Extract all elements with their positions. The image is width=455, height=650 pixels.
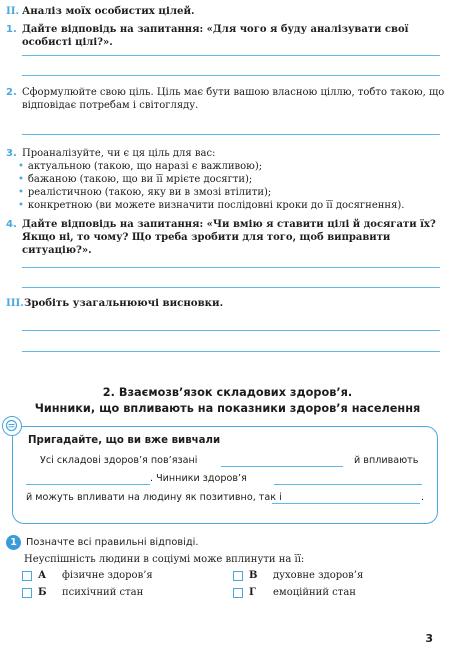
checkbox[interactable]: [233, 588, 243, 598]
recall-text: Усі складові здоров’я пов’язані: [40, 455, 198, 466]
answer-line[interactable]: [22, 330, 440, 331]
answer-line[interactable]: [22, 55, 440, 56]
option-letter: В: [249, 570, 258, 581]
option-text: фізичне здоров’я: [62, 570, 153, 581]
fill-blank[interactable]: [272, 503, 420, 504]
recall-text: й можуть впливати на людину як позитивно, так і: [26, 492, 282, 503]
option-letter: Г: [249, 587, 256, 598]
task-instruction: Позначте всі правильні відповіді.: [26, 537, 199, 548]
option-text: духовне здоров’я: [273, 570, 364, 581]
bullet-dot-icon: •: [18, 200, 24, 211]
answer-line[interactable]: [22, 75, 440, 76]
option-letter: А: [38, 570, 47, 581]
page-number: 3: [425, 632, 433, 645]
memory-icon-glyph: [3, 417, 20, 434]
question-4-text: Дайте відповідь на запитання: «Чи вмію я ставити цілі й досягати їх? Якщо ні, то чому? Що треба зробити для того, щоб виправити ситуацію?».: [22, 219, 436, 256]
section-2-heading: [6, 5, 195, 17]
question-1-number: 1.: [6, 24, 17, 35]
bullet-dot-icon: •: [18, 161, 24, 172]
bullet-item: • реалістичною (такою, яку ви в змозі втілити);: [18, 187, 272, 198]
question-1: [6, 23, 446, 49]
answer-line[interactable]: [22, 351, 440, 352]
question-3-text: Проаналізуйте, чи є ця ціль для вас:: [22, 148, 216, 159]
memory-icon: [2, 416, 22, 436]
checkbox[interactable]: [22, 571, 32, 581]
option-text: емоційний стан: [273, 587, 356, 598]
bullet-item: • актуальною (такою, що наразі є важливою);: [18, 161, 263, 172]
checkbox[interactable]: [233, 571, 243, 581]
option-c[interactable]: [233, 570, 363, 581]
question-3: [6, 147, 446, 160]
section-3-number: III.: [6, 297, 24, 309]
answer-line[interactable]: [22, 267, 440, 268]
recall-text: й впливають: [354, 455, 419, 466]
section-3-title: Зробіть узагальнюючі висновки.: [24, 297, 224, 309]
answer-line[interactable]: [22, 134, 440, 135]
recall-text: .: [421, 492, 425, 503]
question-4-number: 4.: [6, 219, 17, 230]
bullet-item: • бажаною (такою, що ви її мрієте досягти);: [18, 174, 253, 185]
section-2-number: II.: [6, 5, 20, 17]
option-letter: Б: [38, 587, 47, 598]
checkbox[interactable]: [22, 588, 32, 598]
recall-title: Пригадайте, що ви вже вивчали: [28, 435, 221, 446]
fill-blank[interactable]: [221, 466, 343, 467]
bullet-dot-icon: •: [18, 187, 24, 198]
fill-blank[interactable]: [26, 484, 150, 485]
topic-heading-line-1: 2. Взаємозв’язок складових здоров’я.: [102, 386, 353, 399]
question-2-number: 2.: [6, 87, 17, 98]
question-1-text: Дайте відповідь на запитання: «Для чого я буду аналізувати свої особисті цілі?».: [22, 24, 409, 48]
bullet-item: • конкретною (ви можете визначити послідовні кроки до її досягнення).: [18, 200, 405, 211]
recall-text: . Чинники здоров’я: [150, 473, 247, 484]
question-2: [6, 86, 446, 112]
question-4: [6, 218, 446, 257]
question-2-text: Сформулюйте свою ціль. Ціль має бути вашою власною ціллю, тобто такою, що відповідає потребам і світогляду.: [22, 87, 445, 111]
option-d[interactable]: [233, 587, 356, 598]
option-a[interactable]: [22, 570, 153, 581]
option-b[interactable]: [22, 587, 143, 598]
answer-line[interactable]: [22, 287, 440, 288]
topic-heading-line-2: Чинники, що впливають на показники здоров’я населення: [34, 402, 421, 415]
task-question: Неуспішність людини в соціумі може вплинути на її:: [24, 554, 305, 565]
bullet-dot-icon: •: [18, 174, 24, 185]
question-3-number: 3.: [6, 148, 17, 159]
fill-blank[interactable]: [274, 484, 422, 485]
task-number-badge: 1: [6, 535, 21, 550]
section-3-heading: [6, 297, 223, 309]
section-2-title: Аналіз моїх особистих цілей.: [22, 5, 195, 17]
option-text: психічний стан: [62, 587, 144, 598]
